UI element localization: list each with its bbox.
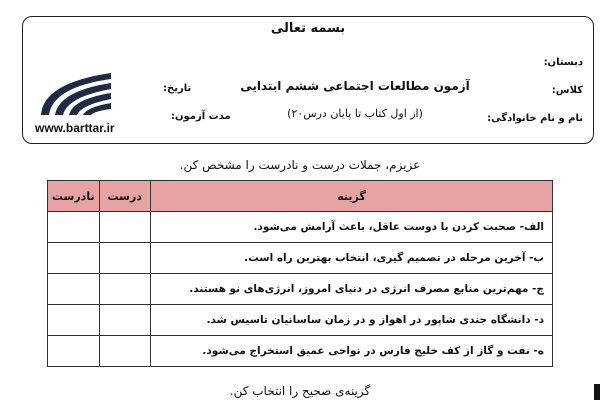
true-answer-cell[interactable]	[99, 243, 150, 274]
false-answer-cell[interactable]	[48, 336, 100, 367]
question-text: ج- مهم‌ترین منابع مصرف انرژی در دنیای امروز، انرژی‌های نو هستند.	[150, 274, 552, 305]
false-answer-cell[interactable]	[48, 212, 100, 243]
date-label: تاریخ:	[163, 83, 192, 94]
basmala: بسمه تعالی	[270, 21, 346, 36]
exam-title: آزمون مطالعات اجتماعی ششم ابتدایی	[240, 79, 470, 93]
false-answer-cell[interactable]	[48, 274, 100, 305]
true-false-table	[47, 180, 553, 367]
true-answer-cell[interactable]	[99, 274, 150, 305]
barttar-logo-icon	[33, 69, 113, 117]
table-header-row	[48, 181, 553, 212]
table-row	[48, 212, 553, 243]
class-label: کلاس:	[551, 85, 583, 96]
true-answer-cell[interactable]	[99, 336, 150, 367]
false-answer-cell[interactable]	[48, 305, 100, 336]
school-label: دبستان:	[543, 57, 583, 68]
table-row	[48, 336, 553, 367]
true-answer-cell[interactable]	[99, 212, 150, 243]
question-text: ه- نفت و گاز از کف خلیج فارس در نواحی عمیق استخراج می‌شود.	[150, 336, 552, 367]
student-name-label: نام و نام خانوادگی:	[487, 113, 583, 124]
duration-label: مدت آزمون:	[171, 111, 231, 122]
question-text: د- دانشگاه جندی شاپور در اهواز و در زمان ساسانیان تاسیس شد.	[150, 305, 552, 336]
false-answer-cell[interactable]	[48, 243, 100, 274]
question-text: ب- آخرین مرحله در تصمیم گیری، انتخاب بهترین راه است.	[150, 243, 552, 274]
instruction-text: عزیزم، جملات درست و نادرست را مشخص کن.	[179, 158, 421, 172]
header-box	[22, 16, 594, 144]
header-false: نادرست	[48, 181, 100, 212]
header-option: گزینه	[150, 181, 552, 212]
edge-strip	[594, 384, 600, 400]
website-url: www.barttar.ir	[35, 121, 115, 135]
next-instruction-text: گزینه‌ی صحیح را انتخاب کن.	[229, 384, 371, 398]
true-answer-cell[interactable]	[99, 305, 150, 336]
header-true: درست	[99, 181, 150, 212]
table-row	[48, 243, 553, 274]
table-row	[48, 305, 553, 336]
table-row	[48, 274, 553, 305]
question-text: الف- صحبت کردن با دوست عاقل، باعث آرامش می‌شود.	[150, 212, 552, 243]
exam-range: (از اول کتاب تا پایان درس۲۰)	[287, 107, 423, 120]
